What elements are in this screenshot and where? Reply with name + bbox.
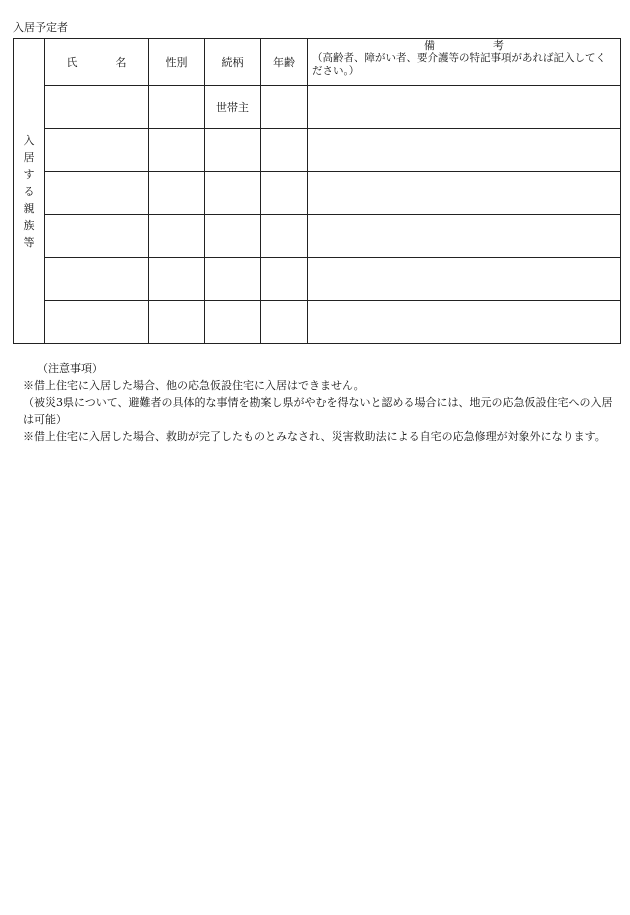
note-item-1: ※借上住宅に入居した場合、他の応急仮設住宅に入居はできません。 <box>23 379 365 392</box>
remarks-cell[interactable] <box>308 258 621 301</box>
header-remarks-title <box>312 40 616 52</box>
name-cell[interactable] <box>45 258 149 301</box>
age-cell[interactable] <box>261 215 308 258</box>
table-row <box>14 258 621 301</box>
header-name-part2: 名 <box>115 56 127 69</box>
gender-cell[interactable] <box>149 258 205 301</box>
age-cell[interactable] <box>261 301 308 344</box>
name-cell[interactable] <box>45 215 149 258</box>
section-title: 入居予定者 <box>13 21 68 34</box>
name-cell[interactable] <box>45 172 149 215</box>
name-cell[interactable] <box>45 301 149 344</box>
table-row <box>14 301 621 344</box>
table-row <box>14 86 621 129</box>
age-cell[interactable] <box>261 129 308 172</box>
vertical-label: 入居する親族等 <box>23 133 35 249</box>
note-item-1-sub: （被災3県について、避難者の具体的な事情を勘案し県がやむを得ないと認める場合には、地元の応急仮設住宅への入居は可能） <box>23 396 613 426</box>
header-relation: 続柄 <box>205 39 261 86</box>
remarks-cell[interactable] <box>308 129 621 172</box>
name-cell[interactable] <box>45 86 149 129</box>
table-row <box>14 129 621 172</box>
remarks-cell[interactable] <box>308 215 621 258</box>
table-row <box>14 215 621 258</box>
residents-table <box>13 38 621 344</box>
age-cell[interactable] <box>261 86 308 129</box>
age-cell[interactable] <box>261 172 308 215</box>
relation-cell[interactable]: 世帯主 <box>205 86 261 129</box>
remarks-cell[interactable] <box>308 86 621 129</box>
remarks-cell[interactable] <box>308 301 621 344</box>
header-remarks-part1: 備 <box>424 39 435 52</box>
header-row <box>14 39 621 86</box>
gender-cell[interactable] <box>149 86 205 129</box>
vertical-label-cell <box>14 39 45 344</box>
relation-cell[interactable] <box>205 258 261 301</box>
gender-cell[interactable] <box>149 129 205 172</box>
relation-cell[interactable] <box>205 129 261 172</box>
notes-heading: （注意事項） <box>37 362 103 375</box>
note-item-2: ※借上住宅に入居した場合、救助が完了したものとみなされ、災害救助法による自宅の応急修理が対象外になります。 <box>23 430 606 443</box>
header-age: 年齢 <box>261 39 308 86</box>
relation-cell[interactable] <box>205 215 261 258</box>
gender-cell[interactable] <box>149 301 205 344</box>
gender-cell[interactable] <box>149 172 205 215</box>
remarks-cell[interactable] <box>308 172 621 215</box>
header-name-part1: 氏 <box>66 56 78 69</box>
header-remarks-desc: （高齢者、障がい者、要介護等の特記事項があれば記入してください。） <box>312 52 606 77</box>
relation-cell[interactable] <box>205 172 261 215</box>
table-row <box>14 172 621 215</box>
notes-section <box>23 360 619 445</box>
age-cell[interactable] <box>261 258 308 301</box>
header-name <box>45 39 149 86</box>
gender-cell[interactable] <box>149 215 205 258</box>
header-remarks-part2: 考 <box>493 39 504 52</box>
header-gender: 性別 <box>149 39 205 86</box>
name-cell[interactable] <box>45 129 149 172</box>
relation-cell[interactable] <box>205 301 261 344</box>
header-remarks <box>308 39 621 86</box>
